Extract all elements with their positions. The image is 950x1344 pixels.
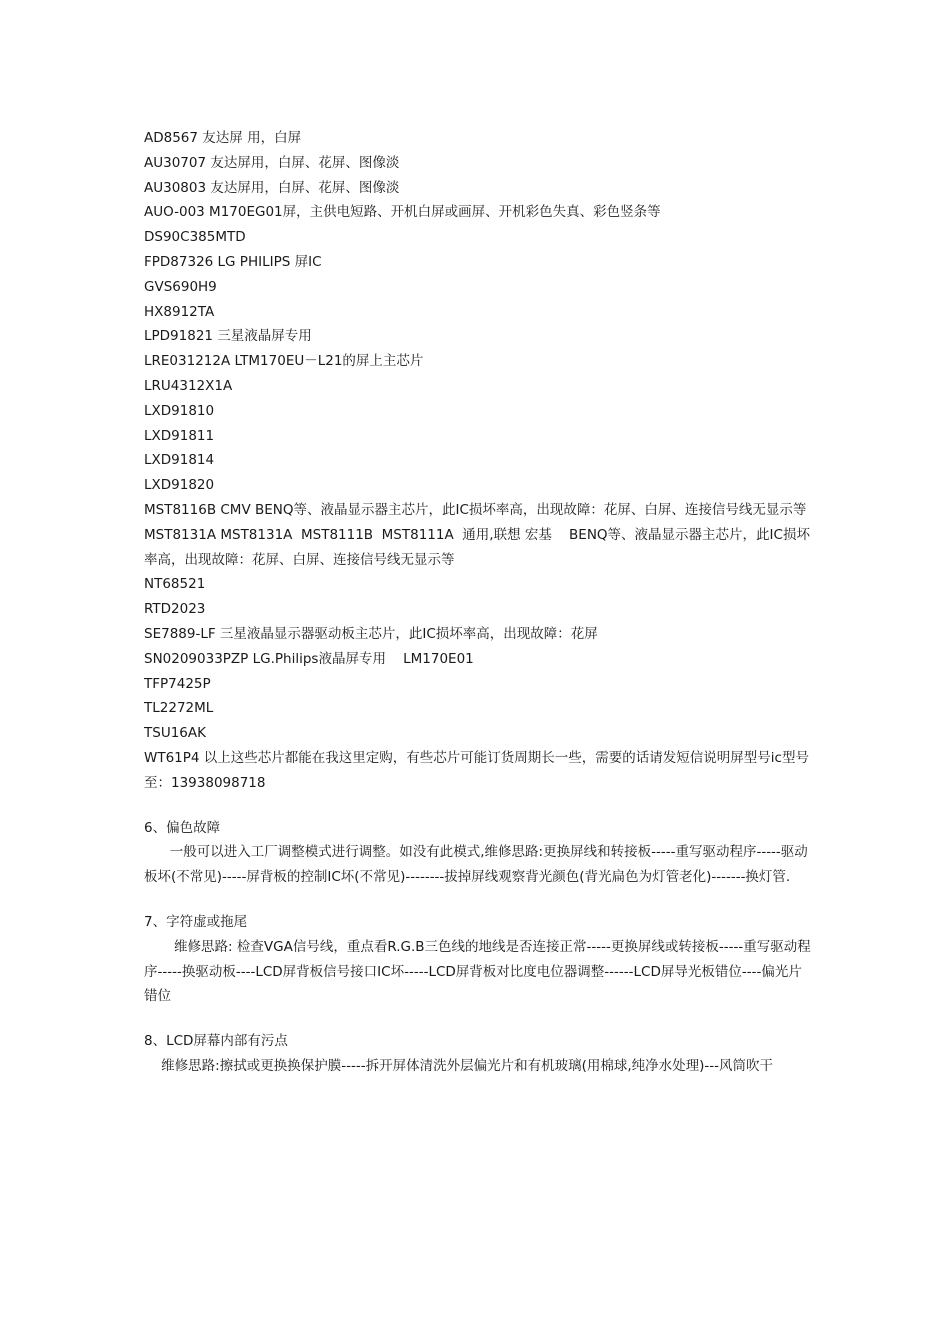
- list-item: LRE031212A LTM170EU－L21的屏上主芯片: [144, 353, 424, 370]
- section-heading-8: 8、LCD屏幕内部有污点: [144, 1033, 288, 1050]
- list-item: LXD91811: [144, 427, 215, 444]
- list-item: TFP7425P: [144, 675, 211, 692]
- list-item: MST8116B CMV BENQ等、液晶显示器主芯片，此IC损坏率高，出现故障：花屏、白屏、连接信号线无显示等: [144, 501, 807, 518]
- list-item: LXD91810: [144, 402, 215, 419]
- section-body-6: 一般可以进入工厂调整模式进行调整。如没有此模式,维修思路:更换屏线和转接板-----重写驱动程序-----驱动板坏(不常见)-----屏背板的控制IC坏(不常见)--------拔掉屏线观察背光颜色(背光扁色为灯管老化)-------换灯管.: [144, 844, 808, 886]
- list-item: LPD91821 三星液晶屏专用: [144, 328, 312, 345]
- list-item: AUO-003 M170EG01屏，主供电短路、开机白屏或画屏、开机彩色失真、彩色竖条等: [144, 204, 661, 221]
- list-item: AD8567 友达屏 用，白屏: [144, 130, 302, 146]
- list-item: AU30803 友达屏用，白屏、花屏、图像淡: [144, 179, 400, 196]
- document-page: [144, 126, 812, 1079]
- list-item: FPD87326 LG PHILIPS 屏IC: [144, 253, 322, 270]
- list-item: LXD91814: [144, 452, 215, 469]
- list-item: LRU4312X1A: [144, 377, 233, 394]
- list-item: SN0209033PZP LG.Philips液晶屏专用 LM170E01: [144, 650, 474, 667]
- list-item: GVS690H9: [144, 278, 217, 295]
- list-item: TL2272ML: [144, 700, 214, 717]
- list-item: AU30707 友达屏用，白屏、花屏、图像淡: [144, 154, 400, 171]
- list-item: LXD91820: [144, 477, 215, 494]
- section-heading-6: 6、偏色故障: [144, 819, 221, 836]
- section-heading-7: 7、字符虚或拖尾: [144, 913, 248, 930]
- list-item: RTD2023: [144, 601, 206, 618]
- section-body-7: 维修思路: 检查VGA信号线，重点看R.G.B三色线的地线是否连接正常-----更换屏线或转接板-----重写驱动程序-----换驱动板----LCD屏背板信号接口IC坏-----LCD屏背板对比度电位器调整------LCD屏导光板错位----偏光片错位: [144, 938, 811, 1005]
- list-item: DS90C385MTD: [144, 229, 246, 246]
- list-item: SE7889-LF 三星液晶显示器驱动板主芯片，此IC损坏率高，出现故障：花屏: [144, 625, 598, 642]
- list-item: HX8912TA: [144, 303, 215, 320]
- list-item: MST8131A MST8131A MST8111B MST8111A 通用,联想 宏基 BENQ等、液晶显示器主芯片，此IC损坏率高，出现故障：花屏、白屏、连接信号线无显示等: [144, 526, 810, 568]
- list-item: TSU16AK: [144, 725, 206, 742]
- list-item: WT61P4 以上这些芯片都能在我这里定购，有些芯片可能订货周期长一些，需要的话请发短信说明屏型号ic型号至：13938098718: [144, 749, 809, 791]
- list-item: NT68521: [144, 576, 206, 593]
- section-body-8: 维修思路:擦拭或更换换保护膜-----拆开屏体清洗外层偏光片和有机玻璃(用棉球,纯净水处理)---风筒吹干: [144, 1057, 774, 1074]
- chip-list: [144, 126, 812, 796]
